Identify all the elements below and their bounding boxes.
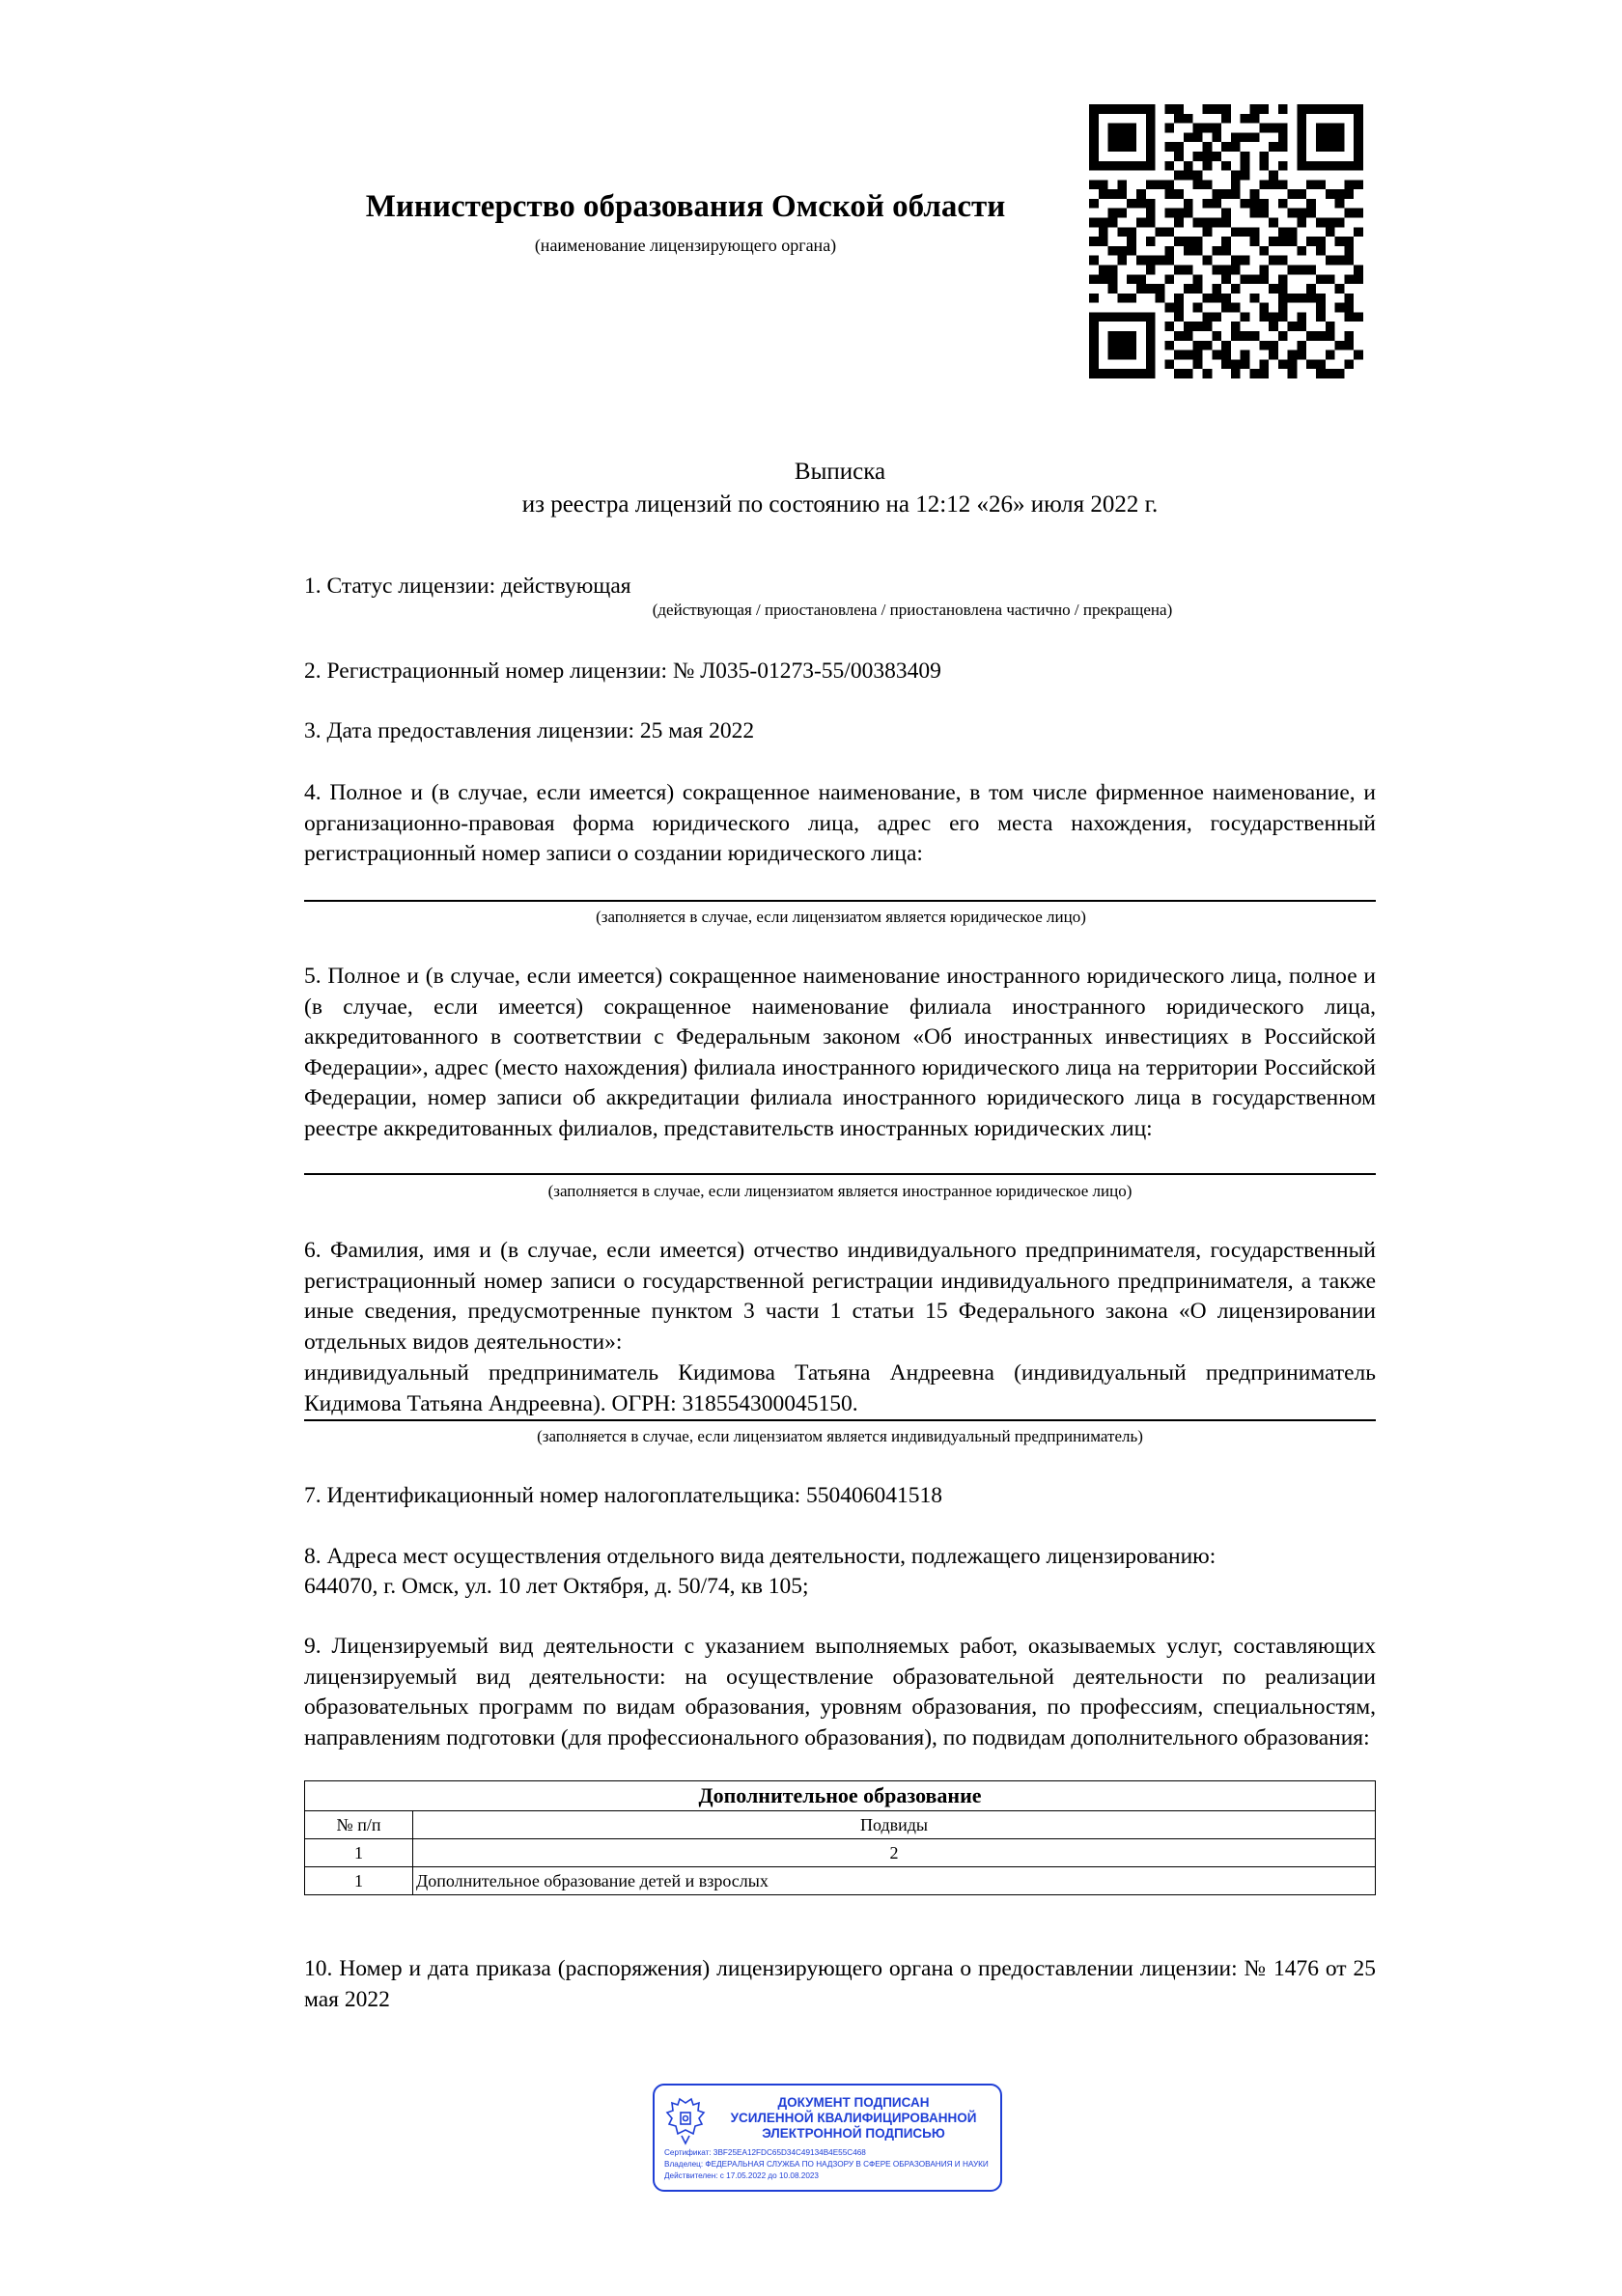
table-row bbox=[305, 1867, 1376, 1895]
table-index-row bbox=[305, 1839, 1376, 1867]
document-title-line1: Выписка bbox=[794, 459, 886, 485]
table-title-row bbox=[305, 1781, 1376, 1811]
entrepreneur-rule bbox=[304, 1419, 1376, 1421]
coat-of-arms-icon bbox=[664, 2097, 707, 2145]
activity-addresses: 8. Адреса мест осуществления отдельного вида деятельности, подлежащего лицензированию: bbox=[304, 1544, 1216, 1569]
electronic-signature-stamp bbox=[653, 2084, 1002, 2192]
document-title bbox=[290, 456, 1390, 521]
stamp-owner: Владелец: ФЕДЕРАЛЬНАЯ СЛУЖБА ПО НАДЗОРУ В СФЕРЕ ОБРАЗОВАНИЯ И НАУКИ bbox=[664, 2160, 989, 2169]
legal-entity-caption: (заполняется в случае, если лицензиатом является юридическое лицо) bbox=[596, 908, 1086, 926]
license-order: 10. Номер и дата приказа (распоряжения) лицензирующего органа о предоставлении лицензии: № 1476 от 25 мая 2022 bbox=[304, 1956, 1376, 2012]
license-date: 3. Дата предоставления лицензии: 25 мая 2022 bbox=[304, 718, 755, 743]
column-header-number: № п/п bbox=[305, 1811, 413, 1839]
stamp-certificate: Сертификат: 3BF25EA12FDC65D34C49134B4E55C468 bbox=[664, 2148, 866, 2157]
qr-code bbox=[1089, 104, 1363, 378]
row-subtype: Дополнительное образование детей и взрослых bbox=[413, 1867, 1376, 1895]
entrepreneur-value: индивидуальный предприниматель Кидимова Татьяна Андреевна (индивидуальный предприниматель Кидимова Татьяна Андреевна). ОГРН: 318554300045150. bbox=[304, 1360, 1376, 1416]
stamp-line2: УСИЛЕННОЙ КВАЛИФИЦИРОВАННОЙ bbox=[730, 2111, 977, 2125]
column-index-2: 2 bbox=[413, 1839, 1376, 1867]
licensing-authority-caption: (наименование лицензирующего органа) bbox=[534, 236, 837, 255]
licensing-authority-name: Министерство образования Омской области bbox=[365, 189, 1006, 224]
license-status: 1. Статус лицензии: действующая bbox=[304, 574, 631, 599]
foreign-entity-section: 5. Полное и (в случае, если имеется) сокращенное наименование иностранного юридического лица, полное и (в случае, если имеется) сокращенное наименование филиала иностранного юридического лица, аккредитованного в соответствии с Федеральным законом «Об иностранных инвестициях в Российской Федерации», адрес (место нахождения) филиала иностранного юридического лица на территории Российской Федерации, номер записи об аккредитации филиала иностранного юридического лица в государственном реестре аккредитованных филиалов, представительств иностранных юридических лиц: bbox=[304, 964, 1376, 1141]
license-status-caption bbox=[304, 601, 1376, 620]
table-header-row bbox=[305, 1811, 1376, 1839]
foreign-entity-rule bbox=[304, 1173, 1376, 1175]
column-index-1: 1 bbox=[305, 1839, 413, 1867]
table-title: Дополнительное образование bbox=[305, 1781, 1376, 1811]
stamp-line1: ДОКУМЕНТ ПОДПИСАН bbox=[777, 2095, 930, 2110]
legal-entity-section: 4. Полное и (в случае, если имеется) сокращенное наименование, в том числе фирменное наименование, и организационно-правовая форма юридического лица, адрес его места нахождения, государственный регистрационный номер записи о создании юридического лица: bbox=[304, 780, 1376, 867]
registration-number: 2. Регистрационный номер лицензии: № Л035-01273-55/00383409 bbox=[304, 658, 941, 684]
column-header-subtypes: Подвиды bbox=[413, 1811, 1376, 1839]
document-title-line2: из реестра лицензий по состоянию на 12:12 «26» июля 2022 г. bbox=[521, 491, 1159, 518]
foreign-entity-caption: (заполняется в случае, если лицензиатом является иностранное юридическое лицо) bbox=[547, 1182, 1133, 1200]
education-subtypes-table bbox=[304, 1780, 1376, 1895]
licensed-activity: 9. Лицензируемый вид деятельности с указанием выполняемых работ, оказываемых услуг, составляющих лицензируемый вид деятельности: на осуществление образовательной деятельности по реализации образовательных программ по видам образования, уровням образования, по профессиям, специальностям, направлениям подготовки (для профессионального образования), по подвидам дополнительного образования: bbox=[304, 1634, 1376, 1750]
stamp-line3: ЭЛЕКТРОННОЙ ПОДПИСЬЮ bbox=[762, 2126, 945, 2141]
row-number: 1 bbox=[305, 1867, 413, 1895]
taxpayer-id: 7. Идентификационный номер налогоплательщика: 550406041518 bbox=[304, 1483, 943, 1508]
license-status-caption-text: (действующая / приостановлена / приостановлена частично / прекращена) bbox=[652, 601, 1173, 619]
legal-entity-rule bbox=[304, 900, 1376, 902]
stamp-validity: Действителен: с 17.05.2022 до 10.08.2023 bbox=[664, 2171, 819, 2180]
activity-addresses-value: 644070, г. Омск, ул. 10 лет Октября, д. 50/74, кв 105; bbox=[304, 1574, 809, 1599]
entrepreneur-caption: (заполняется в случае, если лицензиатом является индивидуальный предприниматель) bbox=[537, 1427, 1143, 1445]
entrepreneur-section: 6. Фамилия, имя и (в случае, если имеется) отчество индивидуального предпринимателя, государственный регистрационный номер записи о государственной регистрации индивидуального предпринимателя, а также иные сведения, предусмотренные пунктом 3 части 1 статьи 15 Федерального закона «О лицензировании отдельных видов деятельности»: bbox=[304, 1238, 1376, 1355]
